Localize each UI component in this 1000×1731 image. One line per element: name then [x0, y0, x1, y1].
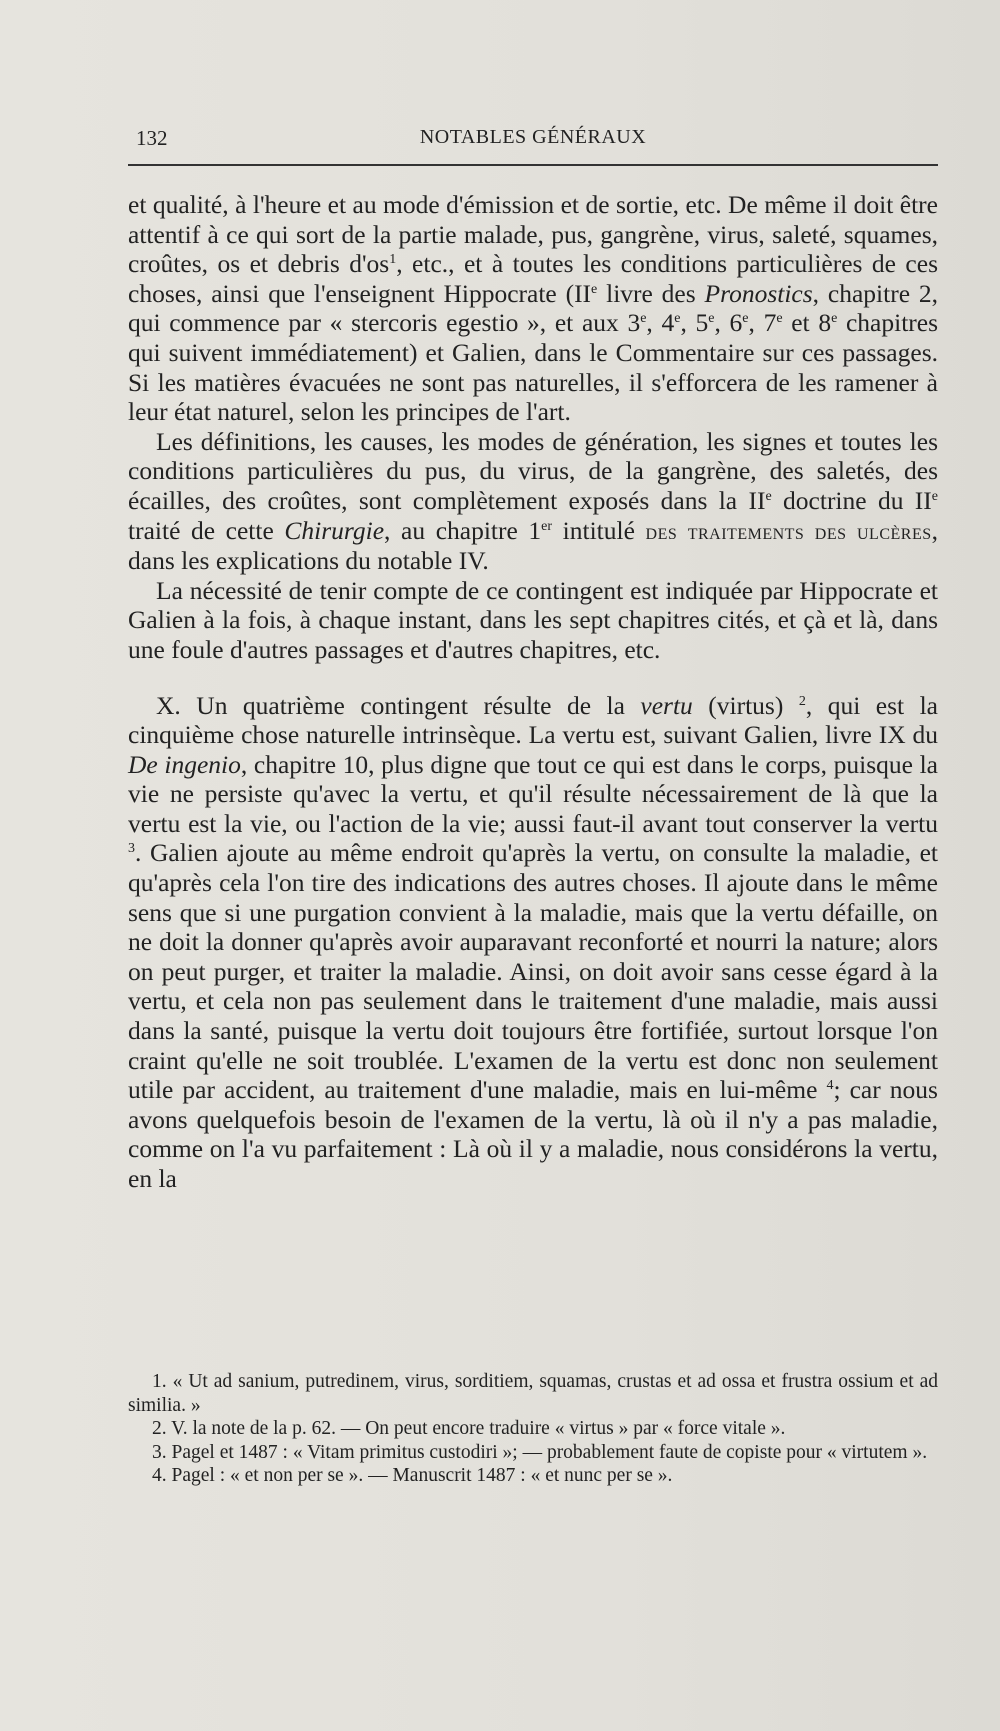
text-run: et qualité, à l'heure et au mode d'émission et de sortie, etc. De même il doit être attentif à ce qui sort de la partie malade, pus, gangrène, virus, saleté, squames, croûtes, os et debris d'os — [128, 190, 938, 279]
text-run: X. Un quatrième contingent résulte de la — [156, 690, 641, 720]
title-chirurgie: Chirurgie — [284, 515, 385, 545]
text-run: Les définitions, les causes, les modes de génération, les signes et toutes les conditions particulières du pus, du virus, de la gangrène, des saletés, des écailles, des croûtes, sont complètement exposés dans la II — [128, 426, 938, 515]
page-header — [128, 126, 938, 156]
footnote-3: 3. Pagel et 1487 : « Vitam primitus custodiri »; — probablement faute de copiste pour « virtutem ». — [152, 1441, 928, 1463]
footnote-ref-4: 4 — [826, 1078, 834, 1094]
ordinal-suffix: er — [541, 518, 553, 534]
paragraph-2 — [128, 427, 938, 576]
running-title: NOTABLES GÉNÉRAUX — [419, 126, 647, 148]
text-run: , 4 — [646, 308, 675, 338]
footnote-ref-3: 3 — [128, 841, 135, 857]
footnote-ref-2: 2 — [798, 693, 806, 709]
chapter-title-small-caps: des traitements des ulcères — [645, 518, 932, 544]
paragraph-4 — [128, 691, 938, 1194]
text-run: ; car nous avons quelquefois besoin de l'examen de la vertu, là où il n'y a pas maladie, comme on l'a vu parfaitement : Là où il y a maladie, nous considérons la vertu, en la — [128, 1075, 938, 1193]
title-pronostics: Pronostics — [704, 278, 813, 308]
text-run: , au chapitre 1 — [384, 515, 542, 545]
footnote-ref-1: 1 — [389, 252, 397, 268]
ordinal-suffix: e — [765, 488, 772, 504]
ordinal-suffix: e — [708, 311, 715, 327]
footnote-4: 4. Pagel : « et non per se ». — Manuscrit 1487 : « et nunc per se ». — [152, 1465, 673, 1486]
text-run: , chapitre 2, qui commence par « stercoris egestio », et aux 3 — [128, 278, 938, 338]
paragraph-1 — [128, 190, 938, 427]
text-run: intitulé — [552, 515, 646, 545]
text-run: doctrine du II — [771, 485, 932, 515]
footnote-1: 1. « Ut ad sanium, putredinem, virus, sorditiem, squamas, crustas et ad ossa et frustra ossium et ad similia. » — [128, 1371, 938, 1416]
text-run: livre des — [597, 278, 705, 308]
text-run: . Galien ajoute au même endroit qu'après la vertu, on consulte la maladie, et qu'après cela l'on tire des indications des autres choses. Il ajoute dans le même sens que si une purgation convient à la maladie, mais que la vertu défaille, on ne doit la donner qu'après avoir auparavant reconforté et nourri la nature; alors on peut purger, et traiter la maladie. Ainsi, on doit avoir sans cesse égard à la vertu, et cela non pas seulement dans le traitement d'une maladie, mais aussi dans la santé, puisque la vertu doit toujours être fortifiée, surtout lorsque l'on craint qu'elle ne soit troublée. L'examen de la vertu est donc non seulement utile par accident, au traitement d'une maladie, mais en lui-même — [128, 838, 938, 1105]
title-de-ingenio: De ingenio — [128, 749, 241, 779]
footnotes — [128, 1370, 938, 1488]
ordinal-suffix: e — [831, 311, 838, 327]
footnote-2: 2. V. la note de la p. 62. — On peut encore traduire « virtus » par « force vitale ». — [152, 1418, 786, 1439]
paragraph-3: La nécessité de tenir compte de ce contingent est indiquée par Hippocrate et Galien à la fois, à chaque instant, dans les sept chapitres cités, et çà et là, dans une foule d'autres passages et d'autres chapitres, etc. — [128, 575, 938, 664]
text-run: , 7 — [748, 308, 777, 338]
text-run: , chapitre 10, plus digne que tout ce qui est dans le corps, puisque la vie ne persiste qu'avec la vertu, et qu'il résulte nécessairement de là que la vertu est la vie, ou l'action de la vie; aussi faut-il avant tout conserver la vertu — [128, 749, 938, 838]
text-run: , 5 — [680, 308, 709, 338]
text-run: , 6 — [714, 308, 743, 338]
text-run: , dans les explications du notable IV. — [128, 515, 938, 576]
text-run: , etc., et à toutes les conditions particulières de ces choses, ainsi que l'enseignent Hippocrate (II — [128, 249, 938, 308]
ordinal-suffix: e — [931, 488, 938, 504]
text-run: chapitres qui suivent immédiatement) et Galien, dans le Commentaire sur ces passages. Si les matières évacuées ne sont pas naturelles, il s'efforcera de les ramener à leur état naturel, selon les principes de l'art. — [128, 308, 939, 427]
ordinal-suffix: e — [640, 311, 647, 327]
ordinal-suffix: e — [591, 281, 598, 297]
main-text — [128, 190, 938, 1194]
page-number: 132 — [136, 126, 168, 150]
text-run: , qui est la cinquième chose naturelle intrinsèque. La vertu est, suivant Galien, livre IX du — [128, 690, 938, 750]
text-run: traité de cette — [128, 515, 285, 545]
text-run: et 8 — [782, 308, 832, 338]
ordinal-suffix: e — [674, 311, 681, 327]
header-rule — [128, 164, 938, 166]
term-vertu: vertu — [640, 690, 693, 720]
ordinal-suffix: e — [742, 311, 749, 327]
ordinal-suffix: e — [776, 311, 783, 327]
text-run: (virtus) — [692, 690, 799, 720]
